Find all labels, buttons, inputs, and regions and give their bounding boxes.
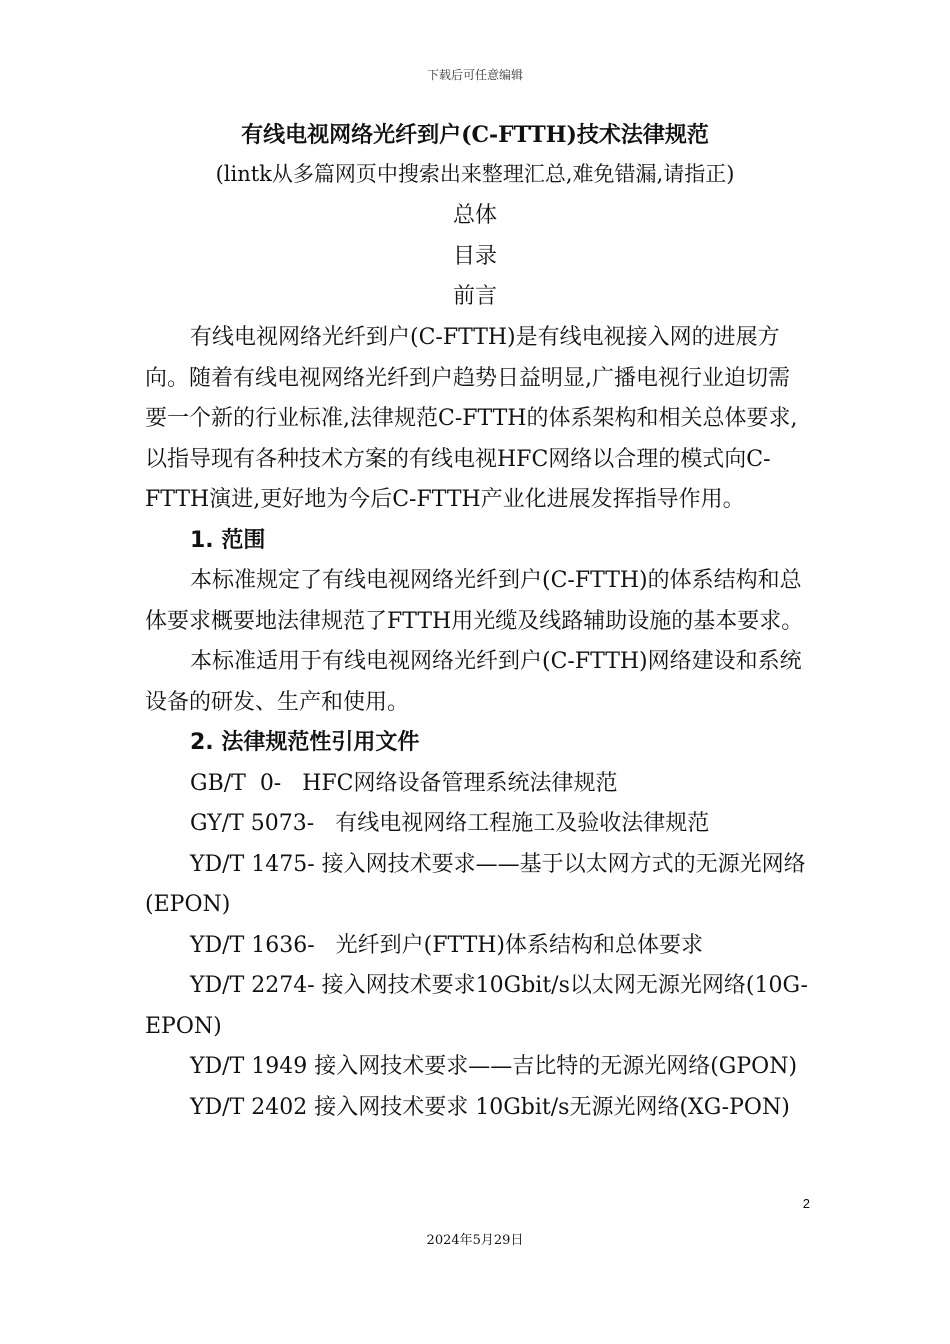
section-2-heading: 2. 法律规范性引用文件: [190, 730, 420, 755]
reference-item: YD/T 1636- 光纤到户(FTTH)体系结构和总体要求: [190, 932, 704, 958]
heading-general: 总体: [452, 203, 497, 228]
section-1-paragraph-2: 本标准适用于有线电视网络光纤到户(C-FTTH)网络建设和系统设备的研发、生产和使用。: [145, 649, 802, 715]
reference-item: YD/T 2274- 接入网技术要求10Gbit/s以太网无源光网络(10G-EPON): [145, 973, 808, 1039]
document-subtitle: (lintk从多篇网页中搜索出来整理汇总,难免错漏,请指正): [215, 162, 735, 186]
reference-item: YD/T 2402 接入网技术要求 10Gbit/s无源光网络(XG-PON): [190, 1094, 790, 1120]
preface-paragraph: 有线电视网络光纤到户(C-FTTH)是有线电视接入网的进展方向。随着有线电视网络光纤到户趋势日益明显,广播电视行业迫切需要一个新的行业标准,法律规范C-FTTH的体系架构和相关总体要求,以指导现有各种技术方案的有线电视HFC网络以合理的模式向C-FTTH演进,更好地为今后C-FTTH产业化进展发挥指导作用。: [145, 325, 798, 512]
heading-toc: 目录: [452, 244, 497, 269]
section-1-heading: 1. 范围: [190, 527, 266, 553]
heading-preface: 前言: [452, 284, 497, 309]
footer-date: 2024年5月29日: [426, 1233, 524, 1248]
reference-item: YD/T 1475- 接入网技术要求——基于以太网方式的无源光网络(EPON): [145, 851, 806, 917]
document-body: [145, 318, 810, 1128]
reference-item: YD/T 1949 接入网技术要求——吉比特的无源光网络(GPON): [190, 1054, 798, 1079]
page-number: 2: [802, 1196, 810, 1211]
reference-item: GB/T 0- HFC网络设备管理系统法律规范: [190, 770, 618, 796]
section-1-paragraph-1: 本标准规定了有线电视网络光纤到户(C-FTTH)的体系结构和总体要求概要地法律规范了FTTH用光缆及线路辅助设施的基本要求。: [145, 568, 804, 634]
document-title: 有线电视网络光纤到户(C-FTTH)技术法律规范: [241, 122, 709, 148]
header-note: 下载后可任意编辑: [426, 68, 523, 82]
reference-item: GY/T 5073- 有线电视网络工程施工及验收法律规范: [190, 811, 710, 836]
